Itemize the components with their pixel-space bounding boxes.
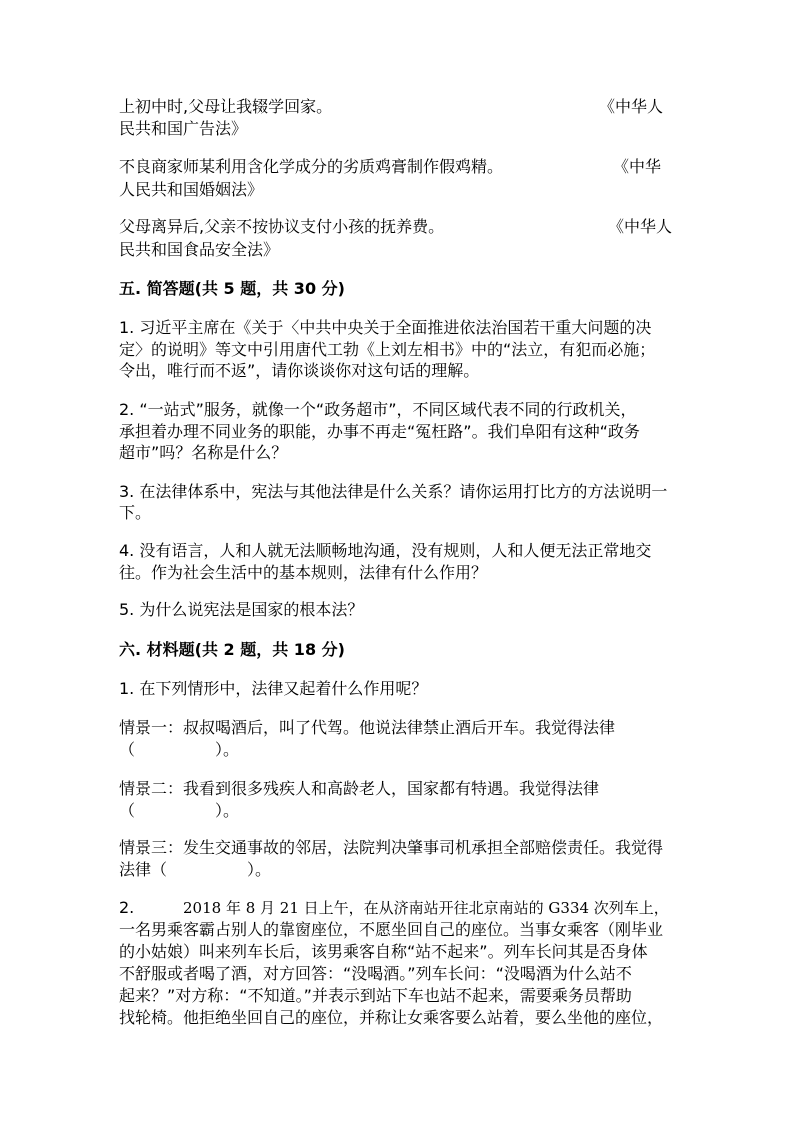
matching-item-2-law: 《中华: [613, 157, 662, 176]
q5-4-line-2: 往。作为社会生活中的基本规则，法律有什么作用？: [119, 563, 488, 582]
matching-item-3-law: 《中华人: [608, 217, 673, 236]
matching-item-1-law-cont: 民共和国广告法》: [119, 119, 248, 138]
q5-2-line-3: 超市”吗？名称是什么？: [119, 443, 288, 462]
q6-2-number: 2.: [119, 898, 135, 917]
q5-4-line-1: 4. 没有语言，人和人就无法顺畅地沟通，没有规则，人和人便无法正常地交: [119, 541, 652, 560]
q6-2-line-2: 一名男乘客霸占别人的靠窗座位，不愿坐回自己的座位。当事女乘客（刚毕业: [119, 920, 664, 939]
q6-2-line-3: 的小姑娘）叫来列车长后，该男乘客自称“站不起来”。列车长问其是否身体: [119, 942, 648, 961]
q5-2-line-2: 承担着办理不同业务的职能，办事不再走“冤枉路”。我们阜阳有这种“政务: [119, 422, 640, 441]
q5-5-line-1: 5. 为什么说宪法是国家的根本法？: [119, 600, 364, 619]
q6-2-line-6: 找轮椅。他拒绝坐回自己的座位，并称让女乘客要么站着，要么坐他的座位，: [119, 1008, 664, 1027]
scene-1-line-2: （ ）。: [119, 740, 240, 759]
q6-2-line-5: 起来？”对方称：“不知道。”并表示到站下车也站不起来，需要乘务员帮助: [119, 986, 632, 1005]
scene-2-line-2: （ ）。: [119, 801, 240, 820]
matching-item-1-law: 《中华人: [599, 97, 664, 116]
matching-item-3-law-cont: 民共和国食品安全法》: [119, 240, 280, 259]
section-5-heading: 五. 简答题(共 5 题，共 30 分): [119, 279, 345, 298]
scene-2-line-1: 情景二：我看到很多残疾人和高龄老人，国家都有特遇。我觉得法律: [119, 779, 600, 798]
q5-2-line-1: 2. “一站式”服务，就像一个“政务超市”，不同区域代表不同的行政机关，: [119, 400, 637, 419]
q6-2-line-1: 2018 年 8 月 21 日上午，在从济南站开往北京南站的 G334 次列车上，: [183, 899, 669, 917]
matching-item-2-text: 不良商家师某利用含化学成分的劣质鸡膏制作假鸡精。: [119, 157, 504, 176]
section-6-heading: 六. 材料题(共 2 题，共 18 分): [119, 640, 345, 659]
q5-3-line-1: 3. 在法律体系中，宪法与其他法律是什么关系？请你运用打比方的方法说明一: [119, 482, 668, 501]
scene-3-line-2: 法律（ ）。: [119, 860, 272, 879]
scene-3-line-1: 情景三：发生交通事故的邻居，法院判决肇事司机承担全部赔偿责任。我觉得: [119, 838, 664, 857]
q5-3-line-2: 下。: [119, 503, 152, 522]
q5-1-line-1: 1. 习近平主席在《关于〈中共中央关于全面推进依法治国若干重大问题的决: [119, 318, 652, 337]
q6-1-title: 1. 在下列情形中，法律又起着什么作用呢？: [119, 679, 428, 698]
q5-1-line-3: 令出，唯行而不返”，请你谈谈你对这句话的理解。: [119, 361, 480, 380]
matching-item-1-text: 上初中时,父母让我辍学回家。: [119, 97, 333, 116]
matching-item-2-law-cont: 人民共和国婚姻法》: [119, 180, 264, 199]
matching-item-3-text: 父母离异后,父亲不按协议支付小孩的抚养费。: [119, 217, 445, 236]
scene-1-line-1: 情景一：叔叔喝酒后，叫了代驾。他说法律禁止酒后开车。我觉得法律: [119, 718, 616, 737]
q5-1-line-2: 定〉的说明》等文中引用唐代工勃《上刘左相书》中的“法立，有犯而必施；: [119, 340, 656, 359]
q6-2-line-4: 不舒服或者喝了酒，对方回答：“没喝酒。”列车长问：“没喝酒为什么站不: [119, 964, 632, 983]
